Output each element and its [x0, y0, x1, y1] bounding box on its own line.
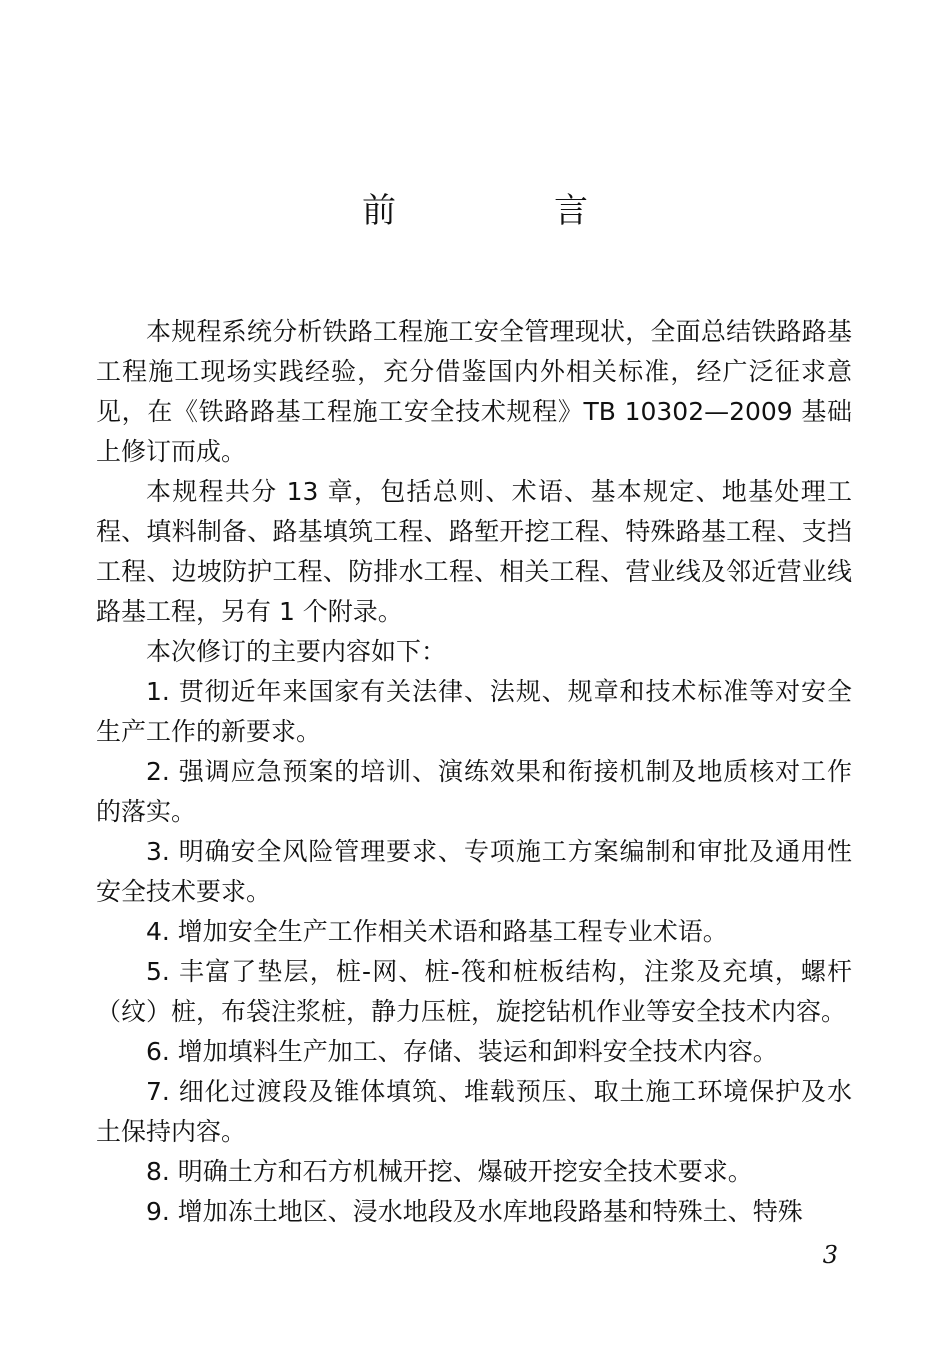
paragraph: 本规程共分 13 章，包括总则、术语、基本规定、地基处理工程、填料制备、路基填筑工程、路堑开挖工程、特殊路基工程、支挡工程、边坡防护工程、防排水工程、相关工程、营业线及邻近营业线路基工程，另有 1 个附录。	[96, 477, 852, 626]
list-item: 3. 明确安全风险管理要求、专项施工方案编制和审批及通用性安全技术要求。	[96, 837, 852, 906]
paragraph: 本次修订的主要内容如下：	[146, 637, 447, 666]
page-number: 3	[822, 1241, 838, 1269]
list-item: 9. 增加冻土地区、浸水地段及水库地段路基和特殊土、特殊	[146, 1197, 803, 1226]
list-item: 8. 明确土方和石方机械开挖、爆破开挖安全技术要求。	[146, 1157, 753, 1186]
page-title: 前 言	[362, 191, 650, 231]
list-item: 4. 增加安全生产工作相关术语和路基工程专业术语。	[146, 917, 728, 946]
document-body	[96, 312, 852, 1232]
paragraph: 本规程系统分析铁路工程施工安全管理现状，全面总结铁路路基工程施工现场实践经验，充分借鉴国内外相关标准，经广泛征求意见，在《铁路路基工程施工安全技术规程》TB 10302—2009 基础上修订而成。	[96, 317, 852, 466]
list-item: 2. 强调应急预案的培训、演练效果和衔接机制及地质核对工作的落实。	[96, 757, 852, 826]
list-item: 7. 细化过渡段及锥体填筑、堆载预压、取土施工环境保护及水土保持内容。	[96, 1077, 852, 1146]
list-item: 1. 贯彻近年来国家有关法律、法规、规章和技术标准等对安全生产工作的新要求。	[96, 677, 852, 746]
list-item: 5. 丰富了垫层，桩-网、桩-筏和桩板结构，注浆及充填，螺杆（纹）桩，布袋注浆桩，静力压桩，旋挖钻机作业等安全技术内容。	[96, 957, 852, 1026]
list-item: 6. 增加填料生产加工、存储、装运和卸料安全技术内容。	[146, 1037, 778, 1066]
